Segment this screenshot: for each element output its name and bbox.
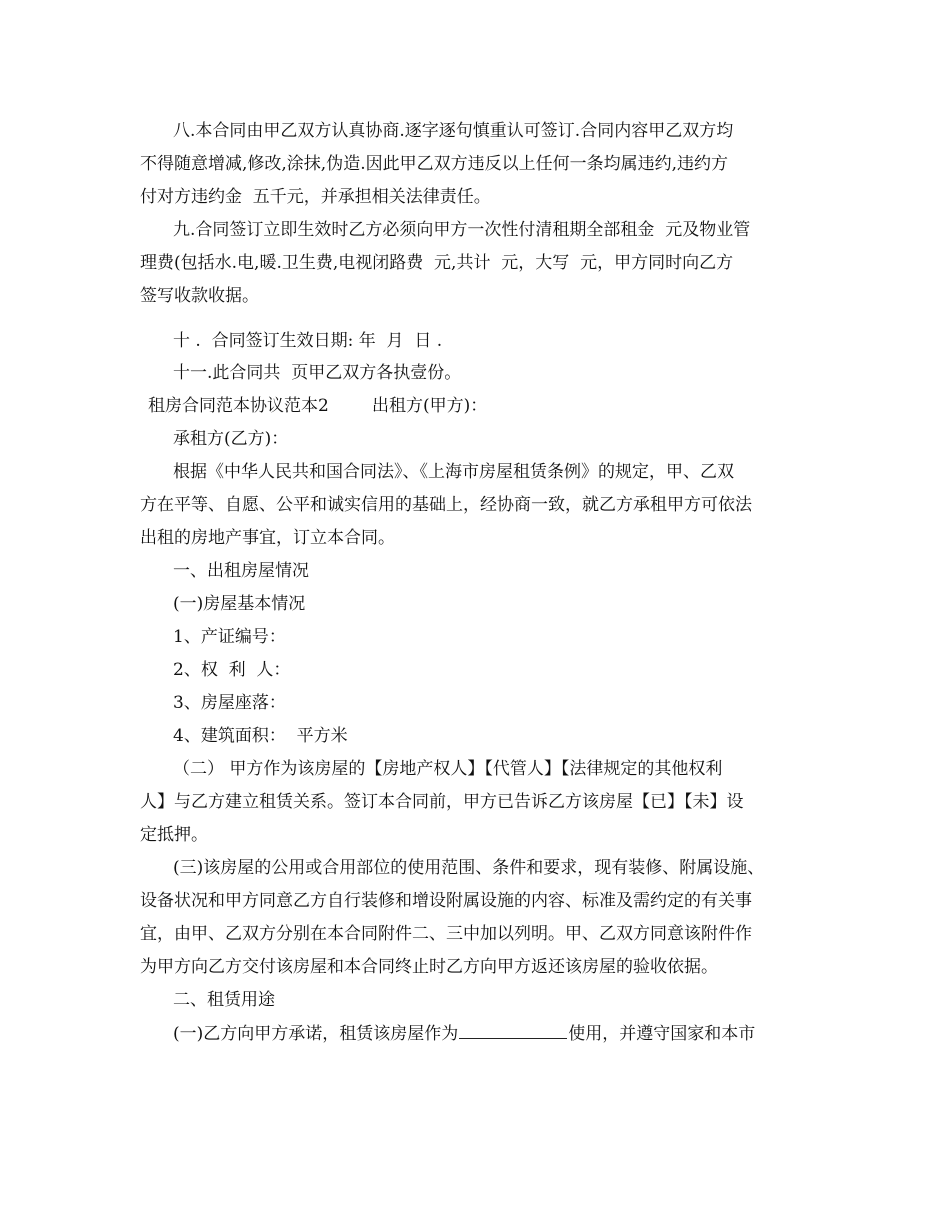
paragraph-line: 定抵押。 <box>140 825 208 845</box>
paragraph-line: 十一.此合同共 页甲乙双方各执壹份。 <box>173 363 462 383</box>
paragraph-line: 出租的房地产事宜，订立本合同。 <box>140 528 395 548</box>
paragraph-line: 人】与乙方建立租赁关系。签订本合同前，甲方已告诉乙方该房屋【已】【未】设 <box>140 792 744 812</box>
paragraph-line: 宜，由甲、乙双方分别在本合同附件二、三中加以列明。甲、乙双方同意该附件作 <box>140 924 752 944</box>
paragraph-line: 设备状况和甲方同意乙方自行装修和增设附属设施的内容、标准及需约定的有关事 <box>140 891 752 911</box>
paragraph-line: 根据《中华人民共和国合同法》、《上海市房屋租赁条例》的规定，甲、乙双 <box>173 462 734 482</box>
section-heading: 一、出租房屋情况 <box>173 561 309 581</box>
list-item: 1、产证编号： <box>173 627 286 647</box>
paragraph-line-with-blank <box>173 1022 755 1044</box>
paragraph-line: 签写收款收据。 <box>140 286 259 306</box>
text-after-blank: 使用，并遵守国家和本市 <box>568 1024 756 1044</box>
paragraph-line: 付对方违约金 五千元，并承担相关法律责任。 <box>140 187 491 207</box>
paragraph-line: 十 . 合同签订生效日期: 年 月 日 . <box>173 331 443 351</box>
section-heading: 租房合同范本协议范本2 出租方(甲方)： <box>148 396 488 416</box>
paragraph-line: 不得随意增减,修改,涂抹,伪造.因此甲乙双方违反以上任何一条均属违约,违约方 <box>140 154 729 174</box>
fill-in-blank <box>459 1022 567 1039</box>
list-item: 3、房屋座落： <box>173 693 286 713</box>
paragraph-line: （二） 甲方作为该房屋的【房地产权人】【代管人】【法律规定的其他权利 <box>173 759 723 779</box>
paragraph-line: 理费(包括水.电,暖.卫生费,电视闭路费 元,共计 元，大写 元，甲方同时向乙方 <box>140 253 734 273</box>
section-heading: 二、租赁用途 <box>173 990 275 1010</box>
paragraph-line: 为甲方向乙方交付该房屋和本合同终止时乙方向甲方返还该房屋的验收依据。 <box>140 957 718 977</box>
text-before-blank: (一)乙方向甲方承诺，租赁该房屋作为 <box>173 1024 459 1044</box>
paragraph-line: 方在平等、自愿、公平和诚实信用的基础上，经协商一致，就乙方承租甲方可依法 <box>140 495 752 515</box>
list-item: 4、建筑面积： 平方米 <box>173 726 348 746</box>
subsection-heading: (一)房屋基本情况 <box>173 594 306 614</box>
paragraph-line: 八.本合同由甲乙双方认真协商.逐字逐句慎重认可签订.合同内容甲乙双方均 <box>173 121 734 141</box>
paragraph-line: 承租方(乙方)： <box>173 429 289 449</box>
paragraph-line: (三)该房屋的公用或合用部位的使用范围、条件和要求，现有装修、附属设施、 <box>173 858 765 878</box>
list-item: 2、权 利 人： <box>173 660 291 680</box>
paragraph-line: 九.合同签订立即生效时乙方必须向甲方一次性付清租期全部租金 元及物业管 <box>173 220 751 240</box>
